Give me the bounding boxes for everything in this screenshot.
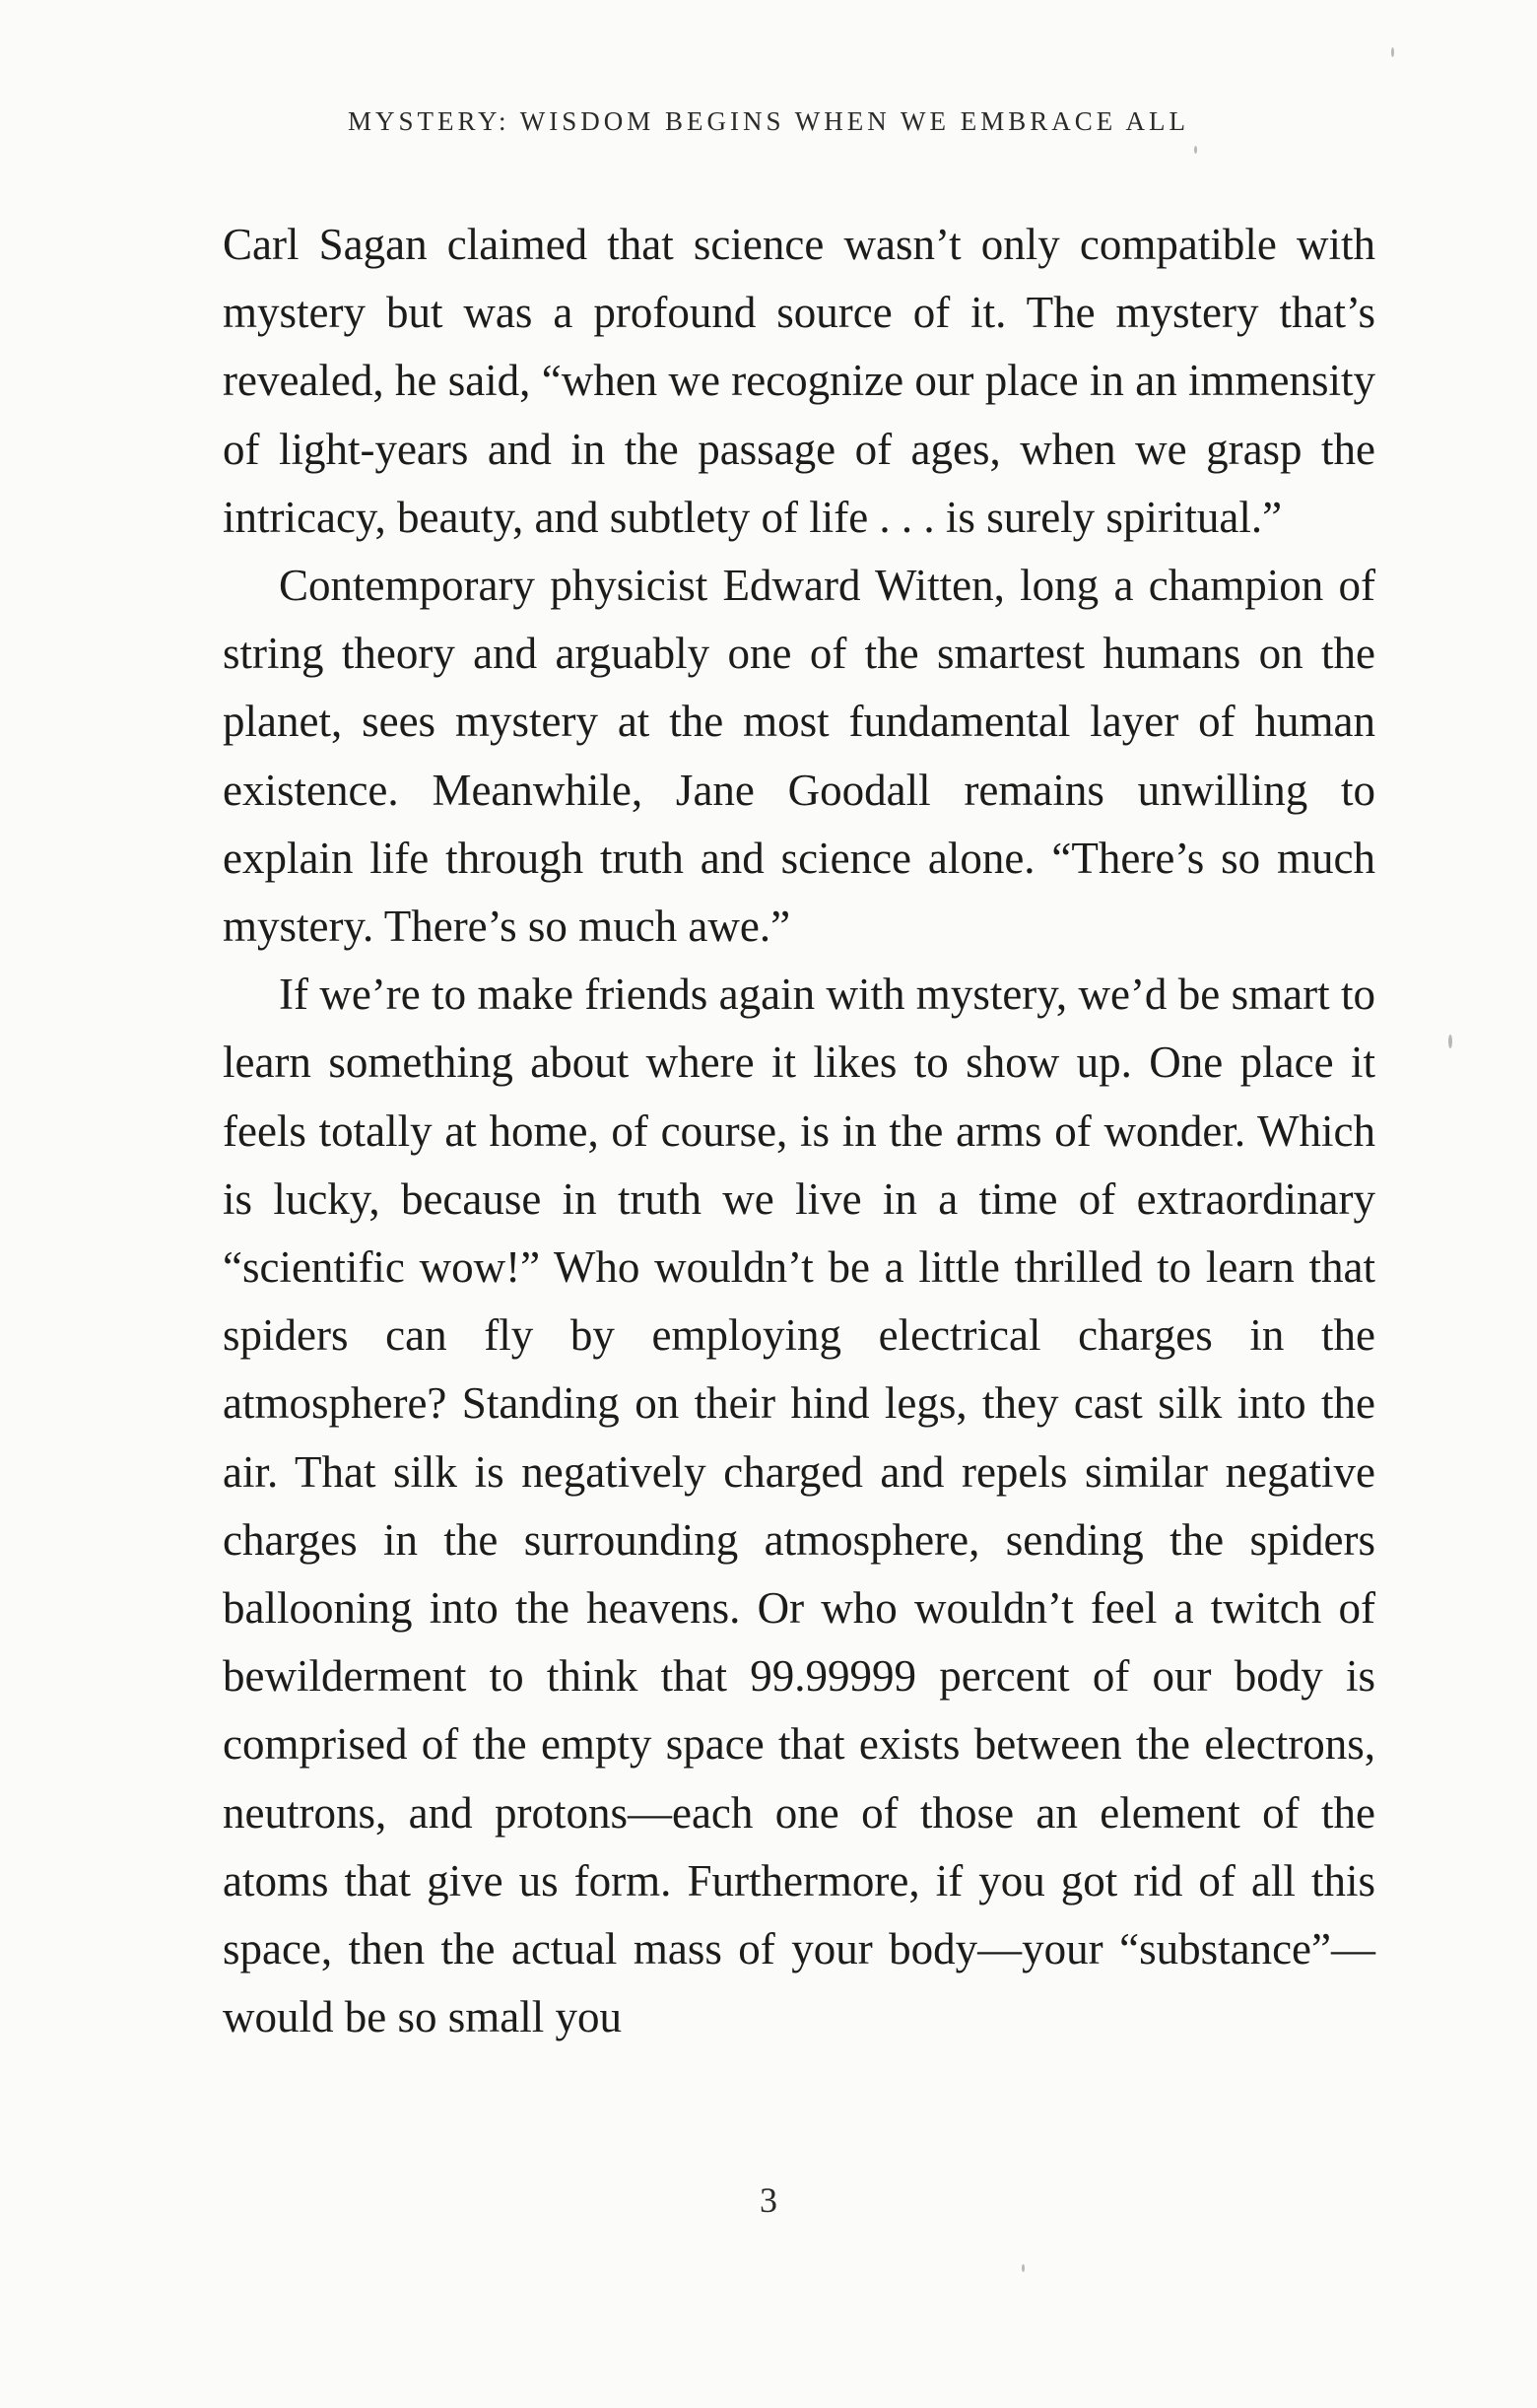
body-text [223,211,1375,2051]
running-head: MYSTERY: WISDOM BEGINS WHEN WE EMBRACE ALL [347,106,1190,136]
page-number: 3 [760,2180,777,2220]
paragraph-1: Carl Sagan claimed that science wasn’t only compatible with mystery but was a profound source of it. The mystery that’s revealed, he said, “when we recognize our place in an immensity of light-years and in the passage of ages, when we grasp the intricacy, beauty, and subtlety of life . . . is surely spiritual.” [223,220,1375,542]
scan-speck [1022,2264,1025,2272]
scan-speck [1448,1035,1452,1048]
scan-speck [1391,47,1394,57]
paragraph-3: If we’re to make friends again with mystery, we’d be smart to learn something about where it likes to show up. One place it feels totally at home, of course, is in the arms of wonder. Which is lucky, because in truth we live in a time of extraordinary “scientific wow!” Who wouldn’t be a little thrilled to learn that spiders can fly by employing electrical charges in the atmosphere? Standing on their hind legs, they cast silk into the air. That silk is negatively charged and repels similar negative charges in the surrounding atmosphere, sending the spiders ballooning into the heavens. Or who wouldn’t feel a twitch of bewilderment to think that 99.99999 percent of our body is comprised of the empty space that exists between the electrons, neutrons, and protons—each one of those an element of the atoms that give us form. Furthermore, if you got rid of all this space, then the actual mass of your body—your “substance”—would be so small you [223,970,1375,2042]
scan-speck [1194,146,1197,154]
paragraph-2: Contemporary physicist Edward Witten, long a champion of string theory and arguably one of the smartest humans on the planet, sees mystery at the most fundamental layer of human existence. Meanwhile, Jane Goodall remains unwilling to explain life through truth and science alone. “There’s so much mystery. There’s so much awe.” [223,561,1375,952]
